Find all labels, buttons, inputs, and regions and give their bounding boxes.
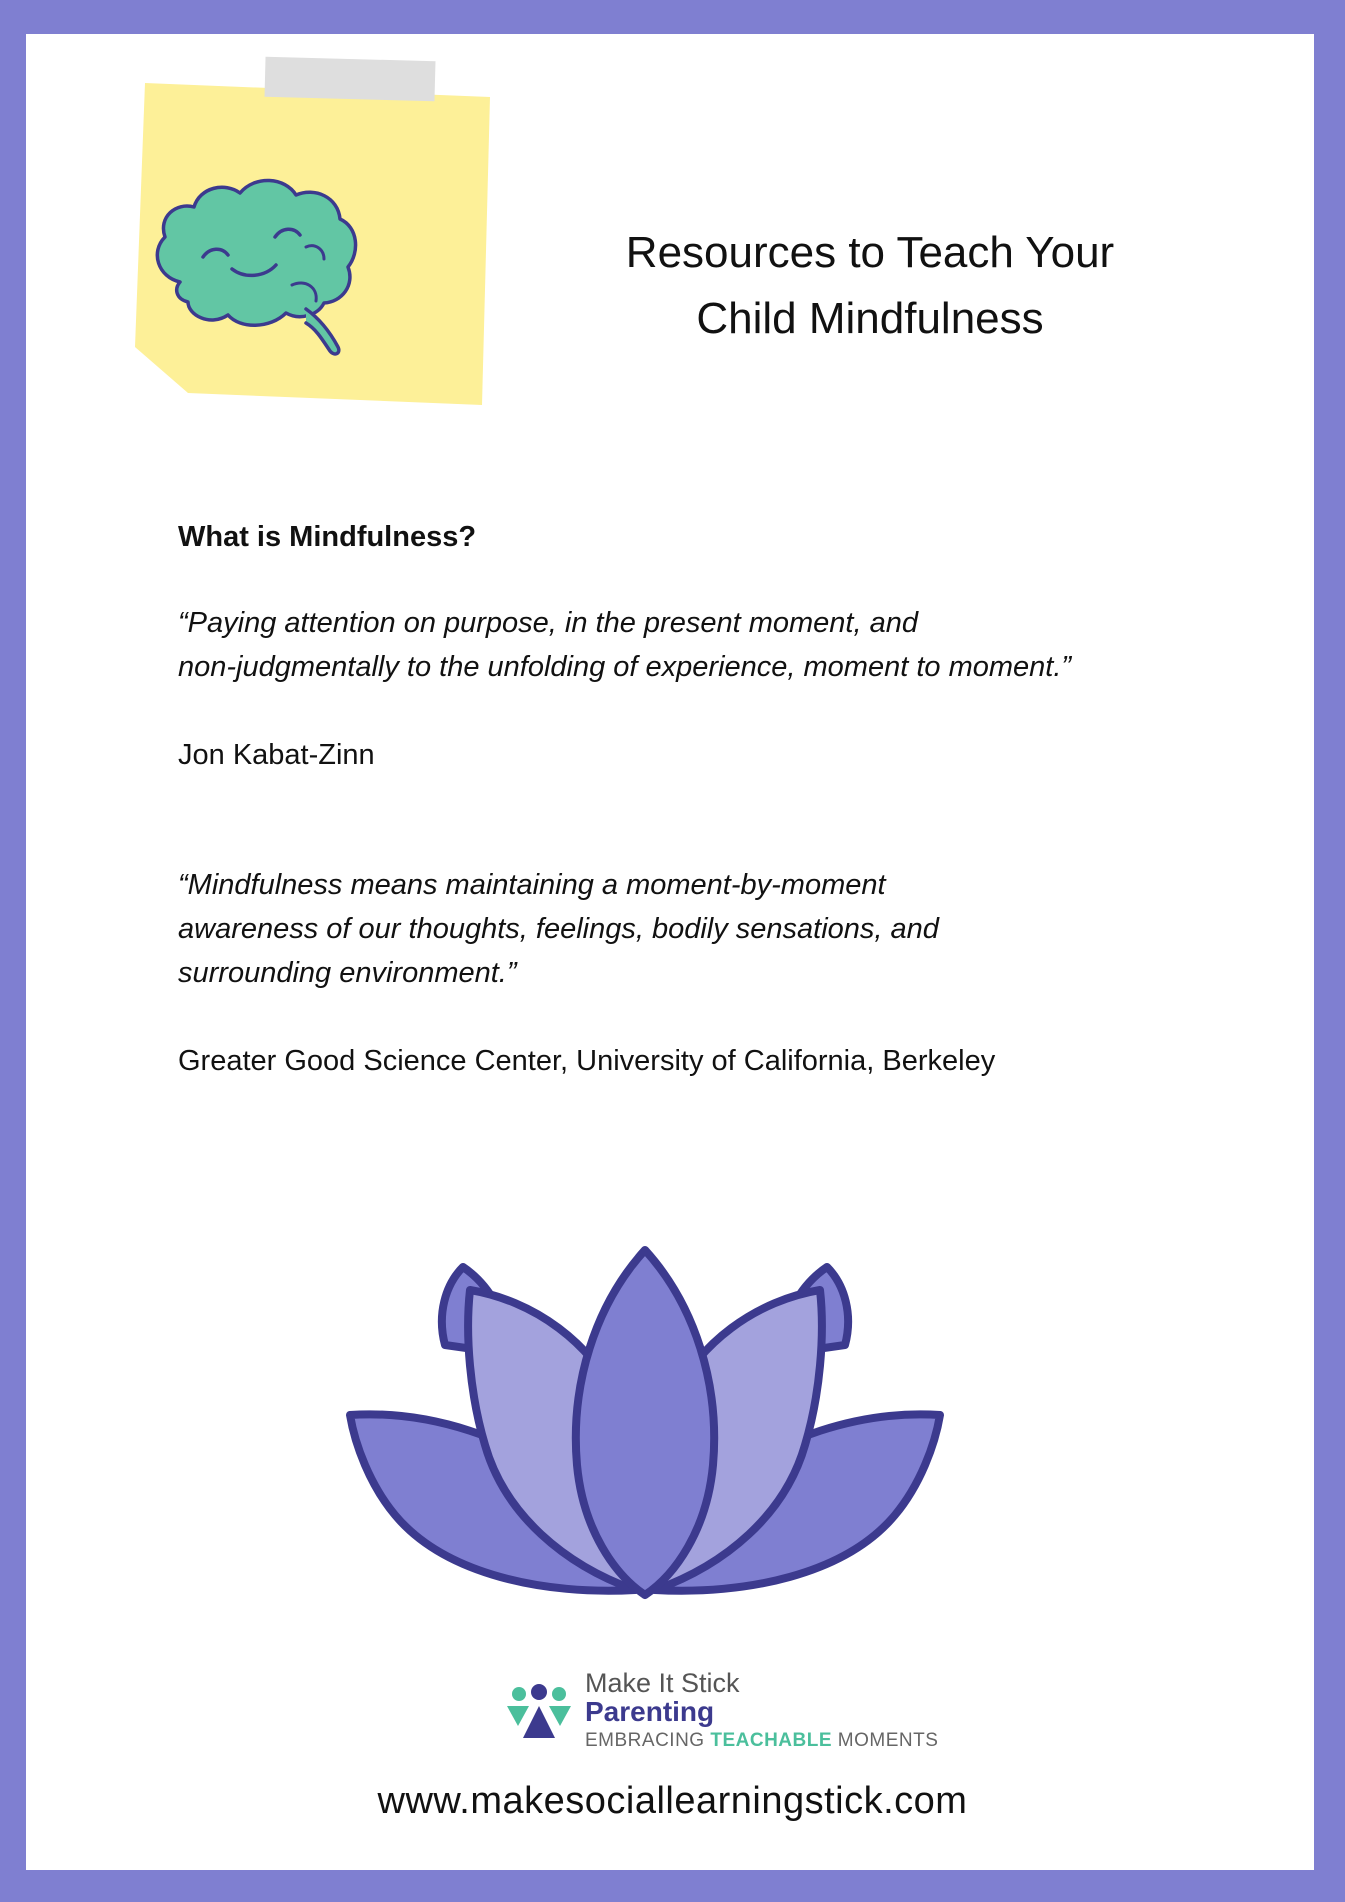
quote-2-line-2: awareness of our thoughts, feelings, bodily sensations, and [178,913,939,945]
logo-line-2: Parenting [585,1696,715,1727]
quote-2 [178,863,1178,995]
logo-tagline-a: EMBRACING [585,1730,711,1751]
page-title [560,220,1180,352]
tape [265,57,436,101]
footer-url[interactable]: www.makesociallearningstick.com [377,1780,968,1822]
family-logo-icon [505,1682,573,1742]
quote-2-line-3: surrounding environment.” [178,957,517,989]
title-line-1: Resources to Teach Your [625,228,1115,277]
logo-line-1: Make It Stick [585,1668,740,1698]
lotus-flower-icon [345,1245,945,1605]
logo-text [585,1668,938,1756]
logo-tagline-c: MOMENTS [832,1730,939,1751]
quote-1-attribution: Jon Kabat-Zinn [178,739,375,771]
lotus-petal-center [576,1250,714,1595]
mindfulness-section [178,515,1178,1083]
title-line-2: Child Mindfulness [696,294,1044,343]
logo-tagline-highlight: TEACHABLE [710,1730,833,1751]
section-heading: What is Mindfulness? [178,521,477,553]
quote-1-line-2: non-judgmentally to the unfolding of experience, moment to moment.” [178,651,1072,683]
quote-1-line-1: “Paying attention on purpose, in the present moment, and [178,607,918,639]
quote-1 [178,601,1178,689]
brand-logo[interactable] [505,1668,965,1758]
sticky-note-icon [110,47,490,409]
logo-tagline [585,1726,938,1756]
quote-2-line-1: “Mindfulness means maintaining a moment-by-moment [178,869,886,901]
quote-2-attribution: Greater Good Science Center, University of California, Berkeley [178,1045,996,1077]
